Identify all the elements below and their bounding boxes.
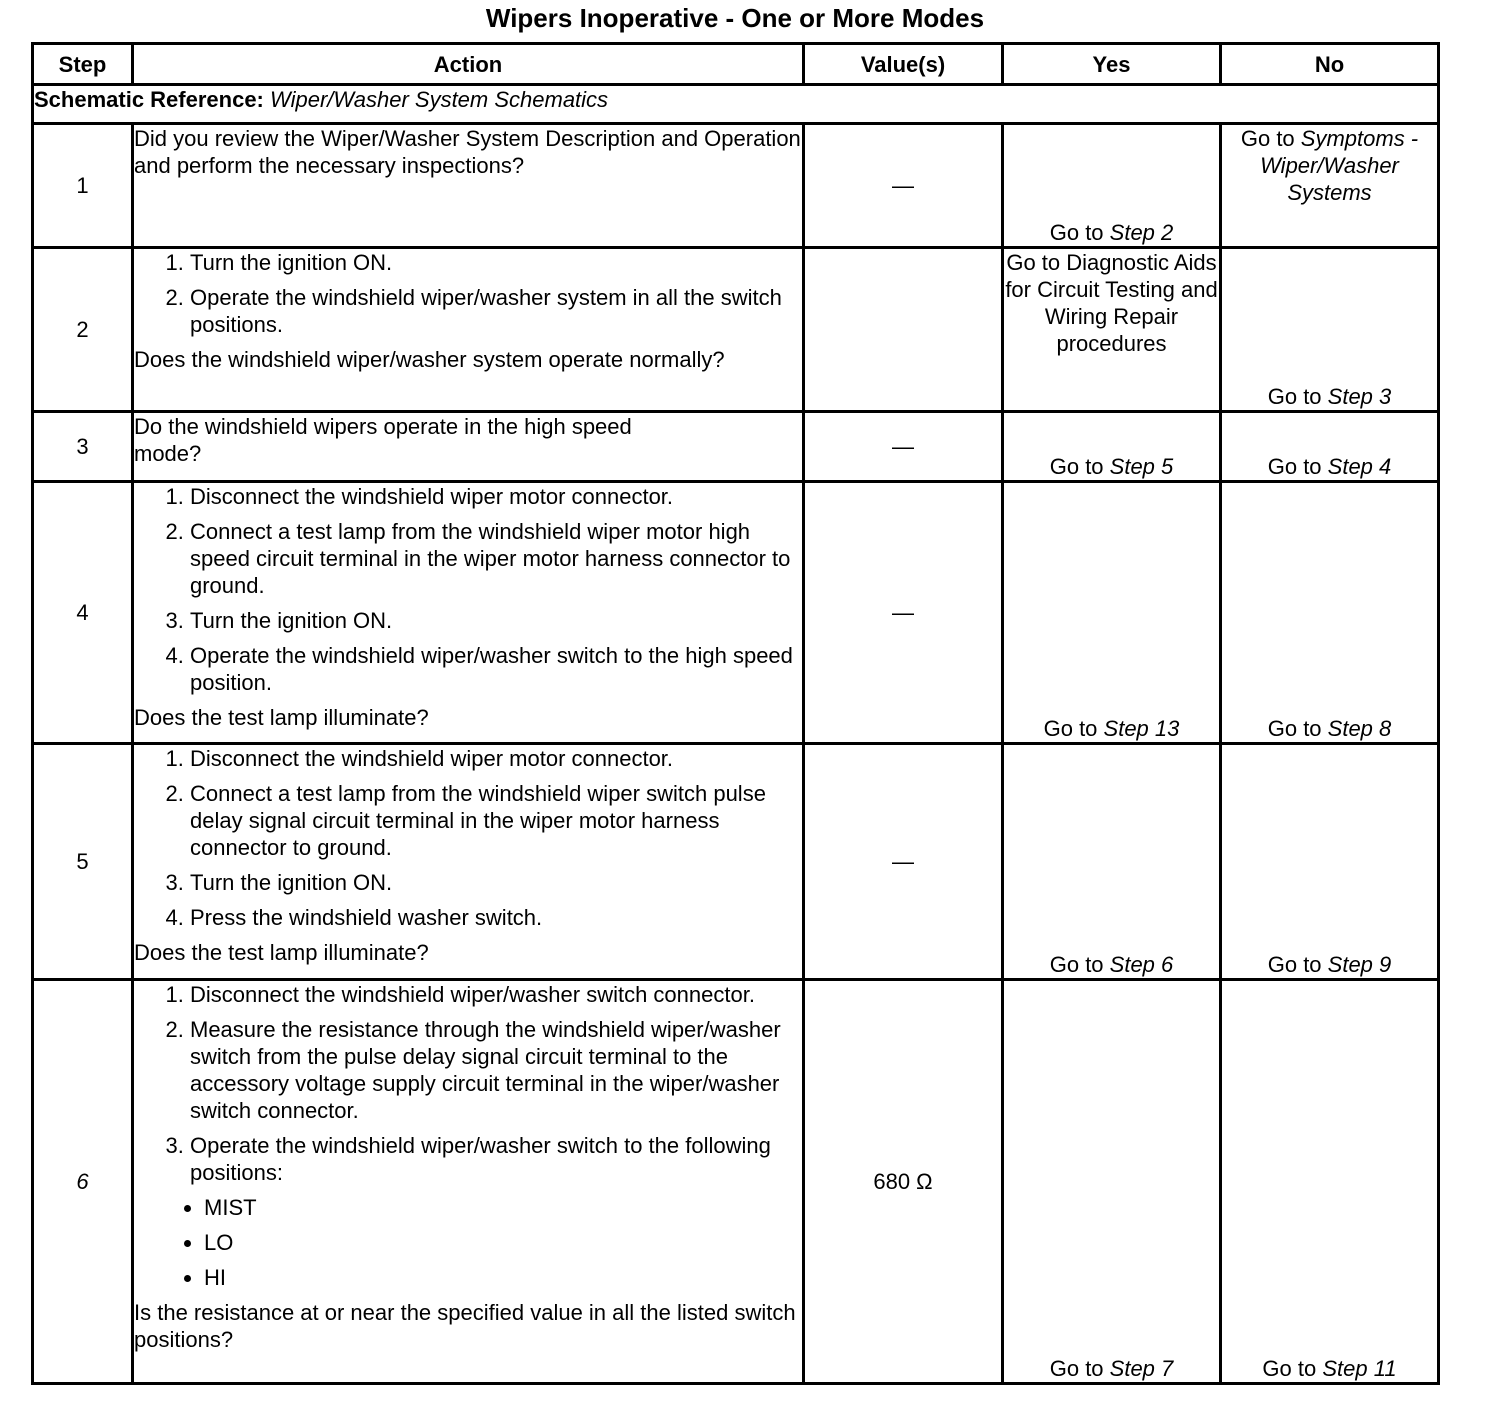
- header-values: Value(s): [804, 44, 1003, 85]
- action-question: Does the test lamp illuminate?: [134, 940, 429, 965]
- yes-link[interactable]: Step 6: [1109, 952, 1174, 977]
- action-cell: [133, 744, 804, 980]
- yes-cell: [1003, 124, 1221, 248]
- switch-positions: [134, 1194, 802, 1291]
- step-number: 4: [33, 482, 133, 744]
- action-item: 2. Connect a test lamp from the windshield wiper motor high speed circuit terminal in the wiper motor harness connector to ground.: [190, 518, 802, 599]
- action-item: 1. Disconnect the windshield wiper motor connector.: [190, 483, 802, 510]
- action-question: Is the resistance at or near the specified value in all the listed switch positions?: [134, 1300, 796, 1352]
- action-item: 2. Operate the windshield wiper/washer system in all the switch positions.: [190, 284, 802, 338]
- action-question: Do the windshield wipers operate in the high speed mode?: [134, 414, 632, 466]
- action-steps: [134, 981, 802, 1186]
- action-question: Does the test lamp illuminate?: [134, 705, 429, 730]
- table-row: [33, 482, 1439, 744]
- yes-prefix: Go to: [1043, 716, 1104, 741]
- step-number: 3: [33, 412, 133, 482]
- diagnostic-table: [31, 42, 1440, 1385]
- action-cell: [133, 482, 804, 744]
- yes-link[interactable]: Step 7: [1109, 1356, 1174, 1381]
- no-cell: [1221, 248, 1439, 412]
- value-cell: [804, 248, 1003, 412]
- yes-prefix: Go to: [1049, 454, 1110, 479]
- schematic-link[interactable]: Wiper/Washer System Schematics: [270, 87, 609, 112]
- no-link[interactable]: Symptoms - Wiper/Washer Systems: [1260, 126, 1419, 205]
- table-row: [33, 248, 1439, 412]
- yes-prefix: Go to: [1049, 220, 1110, 245]
- no-cell: [1221, 980, 1439, 1384]
- yes-cell: [1003, 744, 1221, 980]
- yes-cell: [1003, 980, 1221, 1384]
- header-action: Action: [133, 44, 804, 85]
- table-row: [33, 980, 1439, 1384]
- action-item: 4. Press the windshield washer switch.: [190, 904, 802, 931]
- table-row: [33, 744, 1439, 980]
- header-step: Step: [33, 44, 133, 85]
- no-cell: [1221, 744, 1439, 980]
- header-no: No: [1221, 44, 1439, 85]
- value-cell: —: [804, 124, 1003, 248]
- no-prefix: Go to: [1267, 716, 1328, 741]
- action-cell: [133, 248, 804, 412]
- schematic-reference: [33, 85, 1439, 124]
- step-number: 6: [33, 980, 133, 1384]
- schematic-row: [33, 85, 1439, 124]
- bullet-item: • HI: [204, 1264, 802, 1291]
- action-item: 2. Connect a test lamp from the windshield wiper switch pulse delay signal circuit terminal in the wiper motor harness connector to ground.: [190, 780, 802, 861]
- no-prefix: Go to: [1267, 384, 1328, 409]
- table-row: [33, 412, 1439, 482]
- value-cell: 680 Ω: [804, 980, 1003, 1384]
- yes-link[interactable]: Step 5: [1109, 454, 1174, 479]
- step-number: 2: [33, 248, 133, 412]
- action-item: 3. Turn the ignition ON.: [190, 607, 802, 634]
- action-steps: [134, 745, 802, 931]
- no-prefix: Go to: [1262, 1356, 1323, 1381]
- table-row: [33, 124, 1439, 248]
- yes-prefix: Go to: [1049, 1356, 1110, 1381]
- action-item: 3. Turn the ignition ON.: [190, 869, 802, 896]
- header-row: [33, 44, 1439, 85]
- action-item-text: Operate the windshield wiper/washer switch to the following positions:: [190, 1133, 771, 1185]
- schematic-label: Schematic Reference:: [34, 87, 264, 112]
- no-link[interactable]: Step 3: [1327, 384, 1392, 409]
- action-item: 1. Turn the ignition ON.: [190, 249, 802, 276]
- no-link[interactable]: Step 11: [1322, 1356, 1397, 1381]
- value-cell: —: [804, 412, 1003, 482]
- action-cell: [133, 980, 804, 1384]
- action-item: 1. Disconnect the windshield wiper motor connector.: [190, 745, 802, 772]
- step-number: 1: [33, 124, 133, 248]
- no-cell: [1221, 124, 1439, 248]
- no-link[interactable]: Step 9: [1327, 952, 1392, 977]
- action-cell: [133, 124, 804, 248]
- bullet-item: • LO: [204, 1229, 802, 1256]
- yes-link[interactable]: Step 13: [1103, 716, 1180, 741]
- step-number: 5: [33, 744, 133, 980]
- no-prefix: Go to: [1240, 126, 1301, 151]
- action-item: [190, 1132, 802, 1186]
- yes-link[interactable]: Go to Diagnostic Aids for Circuit Testing and Wiring Repair procedures: [1005, 250, 1218, 356]
- yes-prefix: Go to: [1049, 952, 1110, 977]
- value-cell: —: [804, 482, 1003, 744]
- yes-cell: [1003, 248, 1221, 412]
- no-cell: [1221, 482, 1439, 744]
- no-cell: [1221, 412, 1439, 482]
- no-link[interactable]: Step 8: [1327, 716, 1392, 741]
- action-steps: [134, 249, 802, 338]
- yes-cell: [1003, 412, 1221, 482]
- action-question: Does the windshield wiper/washer system operate normally?: [134, 347, 725, 372]
- action-question: Did you review the Wiper/Washer System Description and Operation and perform the necessary inspections?: [134, 126, 801, 178]
- yes-link[interactable]: Step 2: [1109, 220, 1174, 245]
- action-item: 1. Disconnect the windshield wiper/washer switch connector.: [190, 981, 802, 1008]
- action-steps: [134, 483, 802, 696]
- no-prefix: Go to: [1267, 952, 1328, 977]
- value-cell: —: [804, 744, 1003, 980]
- yes-cell: [1003, 482, 1221, 744]
- action-cell: [133, 412, 804, 482]
- page-title: Wipers Inoperative - One or More Modes: [485, 3, 985, 33]
- action-item: 4. Operate the windshield wiper/washer switch to the high speed position.: [190, 642, 802, 696]
- no-link[interactable]: Step 4: [1327, 454, 1392, 479]
- no-prefix: Go to: [1267, 454, 1328, 479]
- bullet-item: • MIST: [204, 1194, 802, 1221]
- header-yes: Yes: [1003, 44, 1221, 85]
- action-item: 2. Measure the resistance through the windshield wiper/washer switch from the pulse delay signal circuit terminal to the accessory voltage supply circuit terminal in the wiper/washer switch connector.: [190, 1016, 802, 1124]
